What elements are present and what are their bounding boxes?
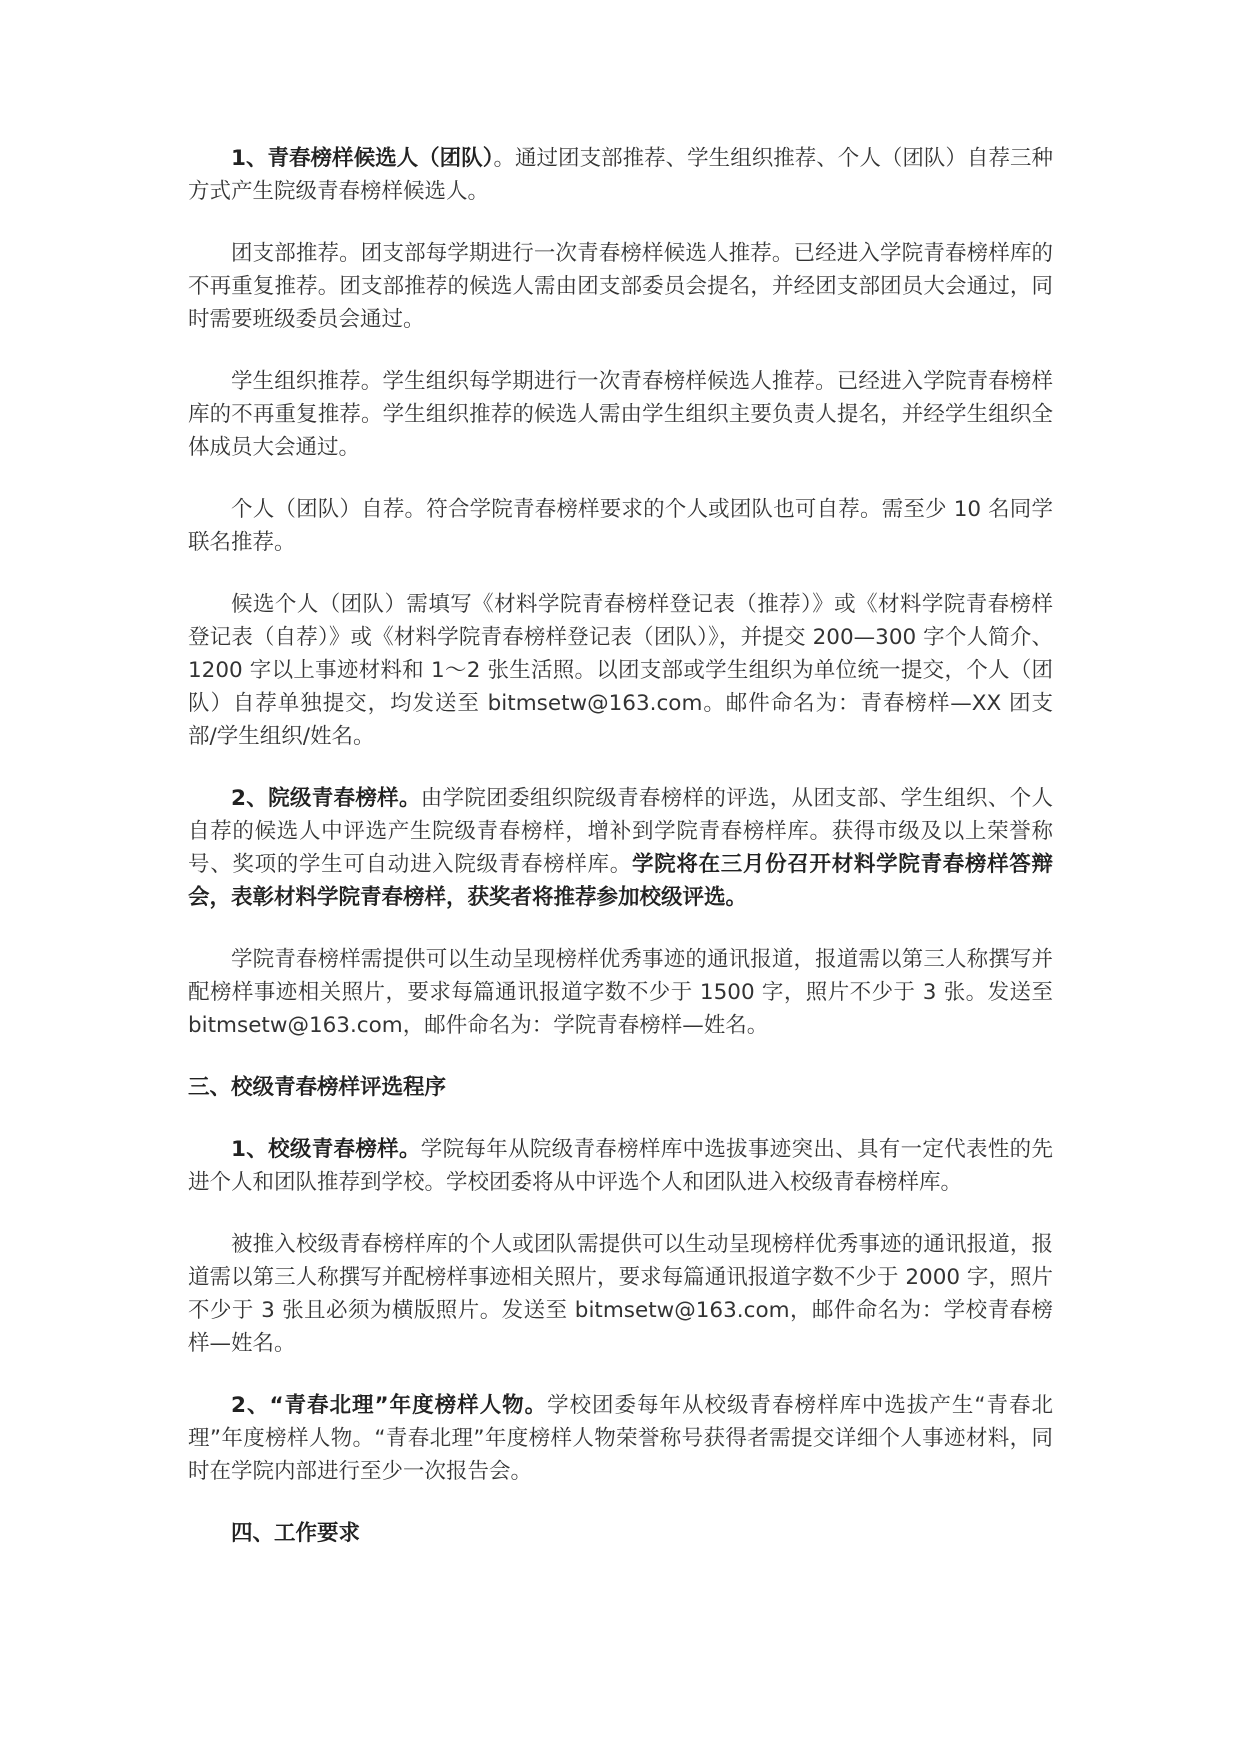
paragraph-candidates	[188, 142, 1053, 208]
paragraph-candidates-heading: 1、青春榜样候选人（团队）	[231, 146, 494, 171]
paragraph-college-report-requirements: 学院青春榜样需提供可以生动呈现榜样优秀事迹的通讯报道，报道需以第三人称撰写并配榜样事迹相关照片，要求每篇通讯报道字数不少于 1500 字，照片不少于 3 张。发送至 bitmsetw@163.com，邮件命名为：学院青春榜样—姓名。	[188, 947, 1053, 1038]
paragraph-college-level-text: 由学院团委组织院级青春榜样的评选，从团支部、学生组织、个人自荐的候选人中评选产生院级青春榜样，增补到学院青春榜样库。获得市级及以上荣誉称号、奖项的学生可自动进入院级青春榜样库。	[188, 786, 1053, 877]
paragraph-college-level-role-model	[188, 782, 1053, 914]
document-page	[188, 142, 1053, 1550]
paragraph-school-report-requirements: 被推入校级青春榜样库的个人或团队需提供可以生动呈现榜样优秀事迹的通讯报道，报道需以第三人称撰写并配榜样事迹相关照片，要求每篇通讯报道字数不少于 2000 字，照片不少于 3 张且必须为横版照片。发送至 bitmsetw@163.com，邮件命名为：学校青春榜样—姓名。	[188, 1232, 1053, 1356]
paragraph-college-level-emphasis: 学院将在三月份召开材料学院青春榜样答辩会，表彰材料学院青春榜样，获奖者将推荐参加校级评选。	[188, 852, 1053, 910]
paragraph-self-recommendation: 个人（团队）自荐。符合学院青春榜样要求的个人或团队也可自荐。需至少 10 名同学联名推荐。	[188, 497, 1053, 555]
paragraph-candidates-text: 。通过团支部推荐、学生组织推荐、个人（团队）自荐三种方式产生院级青春榜样候选人。	[188, 146, 1053, 204]
paragraph-school-level-text: 学院每年从院级青春榜样库中选拔事迹突出、具有一定代表性的先进个人和团队推荐到学校。学校团委将从中评选个人和团队进入校级青春榜样库。	[188, 1137, 1053, 1195]
paragraph-school-level-heading: 1、校级青春榜样。	[231, 1137, 421, 1162]
paragraph-annual-role-model	[188, 1389, 1053, 1488]
paragraph-school-level-role-model	[188, 1133, 1053, 1199]
paragraph-annual-role-model-heading: 2、“青春北理”年度榜样人物。	[231, 1393, 548, 1418]
paragraph-submission-requirements: 候选个人（团队）需填写《材料学院青春榜样登记表（推荐）》或《材料学院青春榜样登记表（自荐）》或《材料学院青春榜样登记表（团队）》，并提交 200—300 字个人简介、1200 字以上事迹材料和 1～2 张生活照。以团支部或学生组织为单位统一提交，个人（团队）自荐单独提交，均发送至 bitmsetw@163.com。邮件命名为：青春榜样—XX 团支部/学生组织/姓名。	[188, 592, 1053, 749]
section-heading-work-requirements: 四、工作要求	[231, 1521, 361, 1546]
paragraph-college-level-heading: 2、院级青春榜样。	[231, 786, 421, 811]
section-heading-school-level-procedure: 三、校级青春榜样评选程序	[188, 1075, 447, 1100]
paragraph-student-organization-recommendation: 学生组织推荐。学生组织每学期进行一次青春榜样候选人推荐。已经进入学院青春榜样库的不再重复推荐。学生组织推荐的候选人需由学生组织主要负责人提名，并经学生组织全体成员大会通过。	[188, 369, 1053, 460]
paragraph-league-branch-recommendation: 团支部推荐。团支部每学期进行一次青春榜样候选人推荐。已经进入学院青春榜样库的不再重复推荐。团支部推荐的候选人需由团支部委员会提名，并经团支部团员大会通过，同时需要班级委员会通过。	[188, 241, 1053, 332]
paragraph-annual-role-model-text: 学校团委每年从校级青春榜样库中选拔产生“青春北理”年度榜样人物。“青春北理”年度榜样人物荣誉称号获得者需提交详细个人事迹材料，同时在学院内部进行至少一次报告会。	[188, 1393, 1053, 1484]
